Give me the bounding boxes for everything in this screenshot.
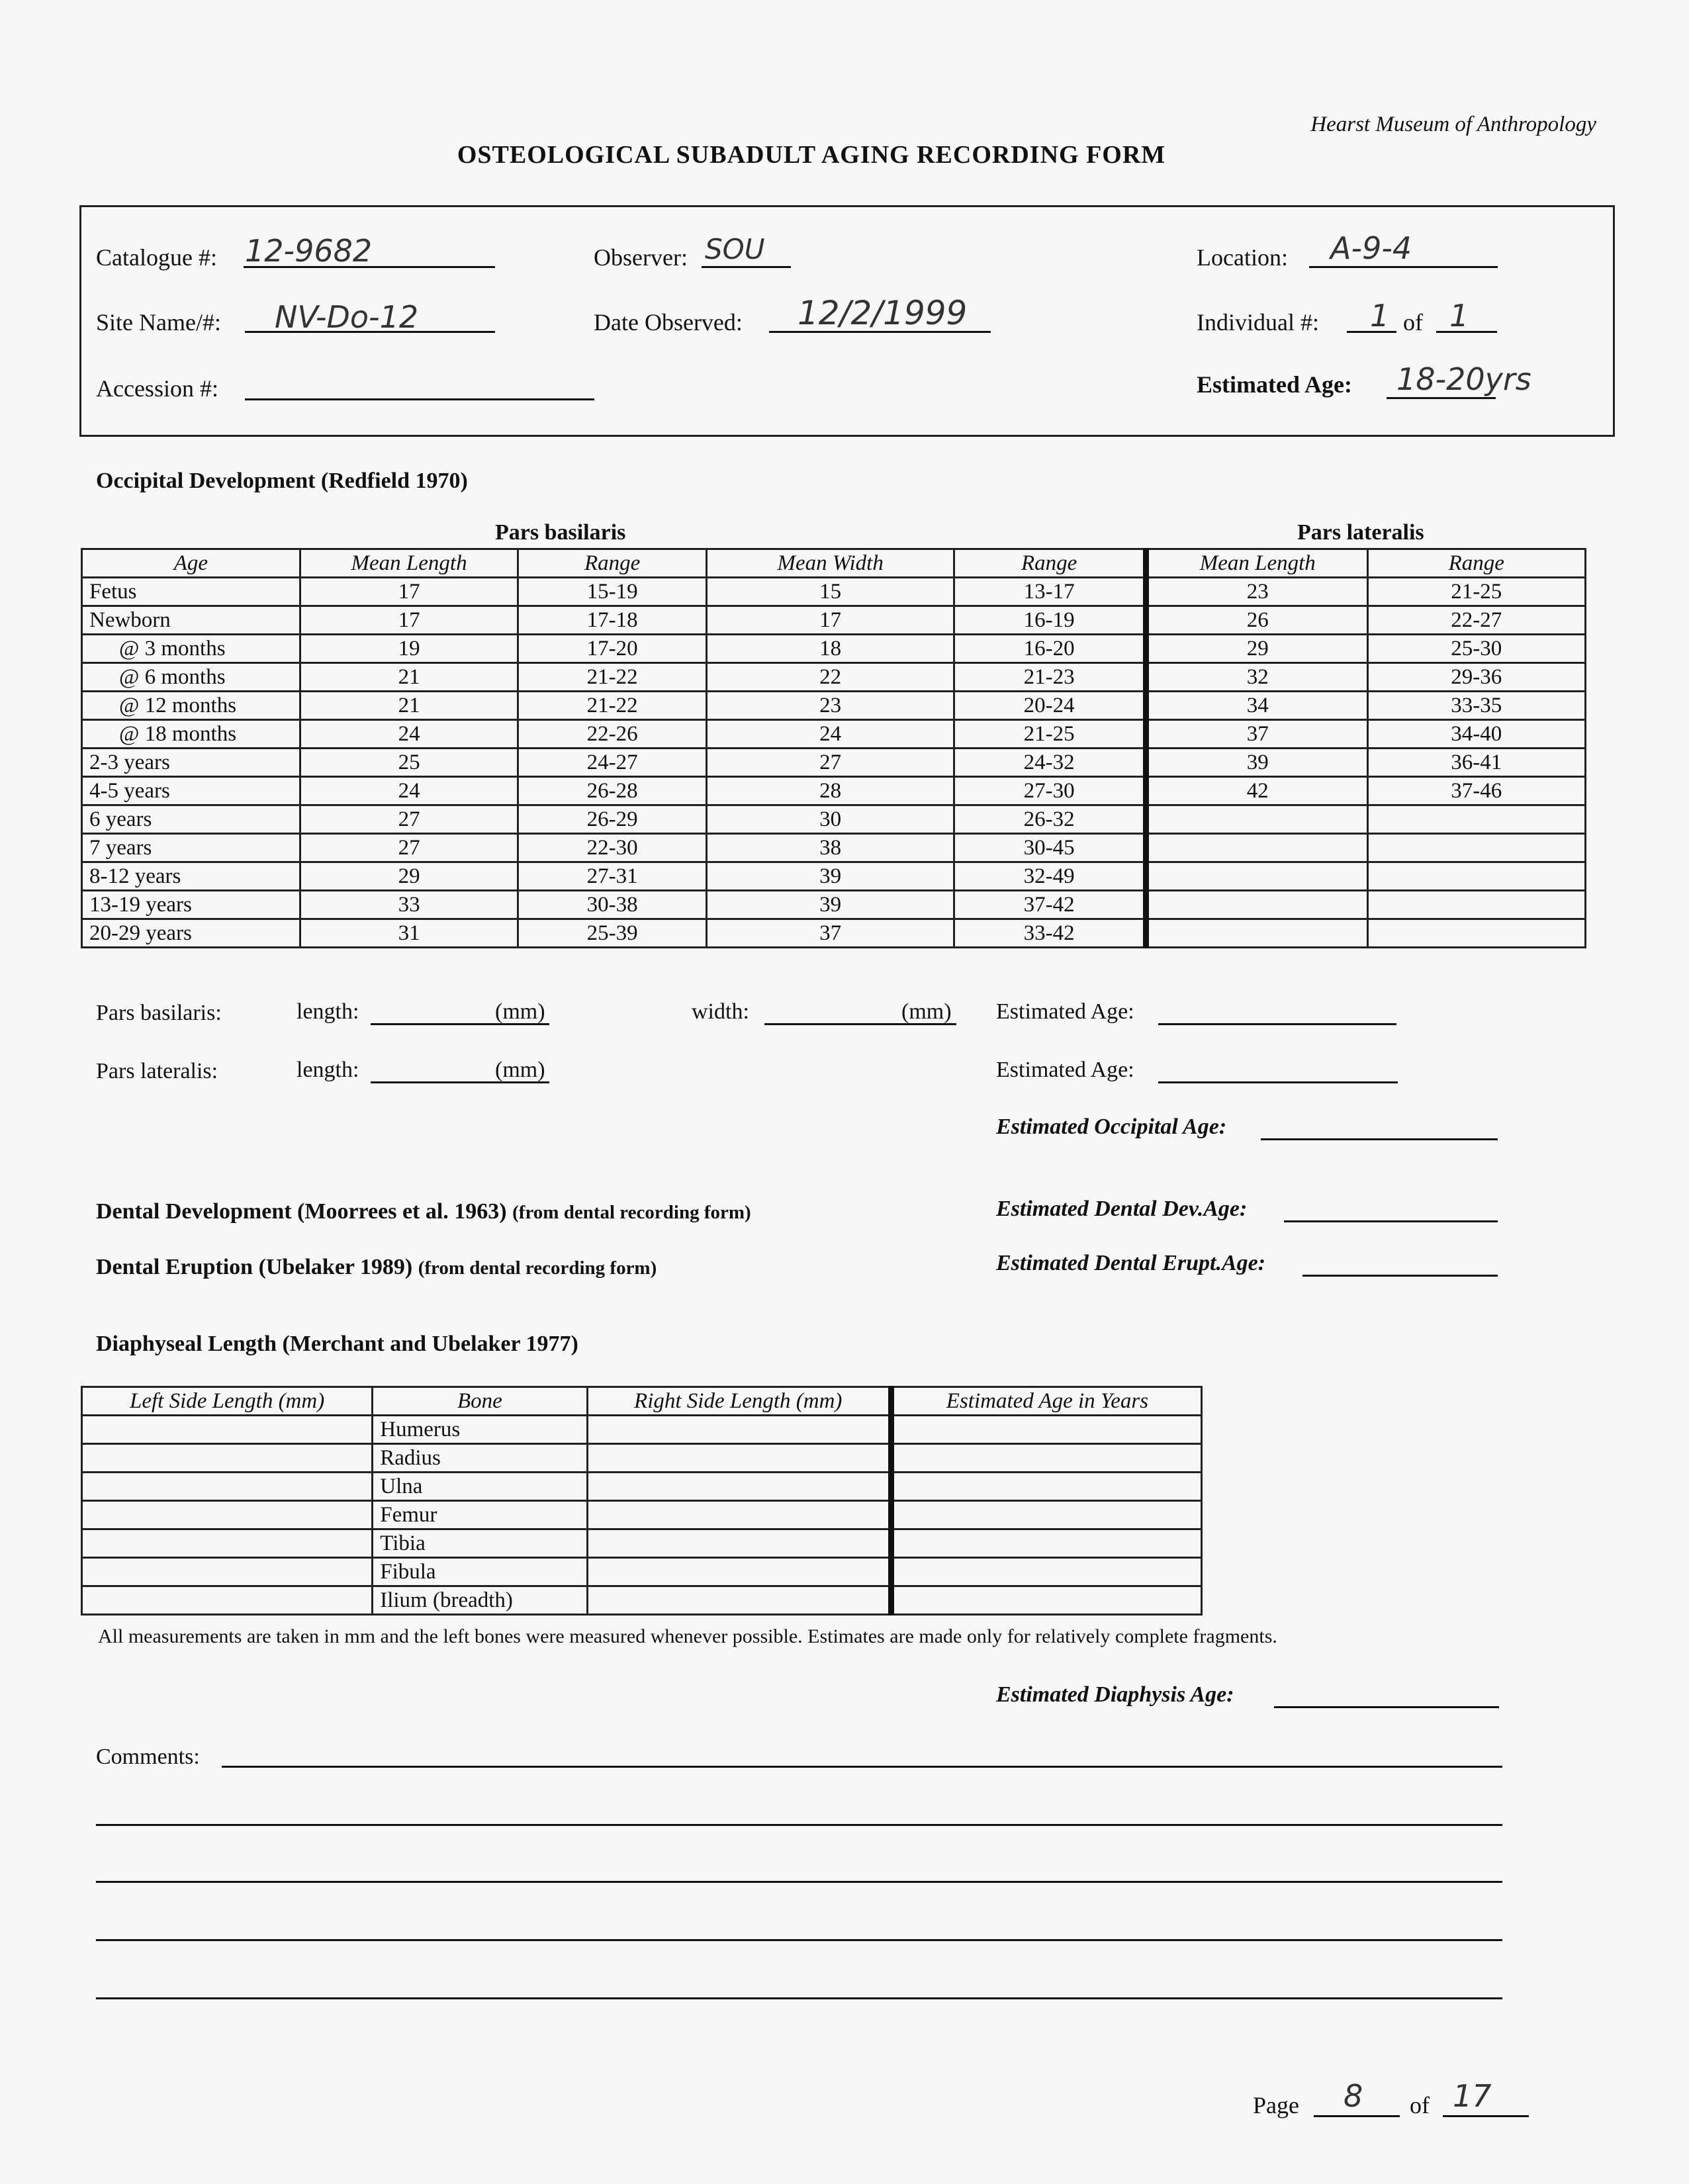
pars-basilaris-heading: Pars basilaris (495, 520, 626, 545)
value-cell: 30 (706, 805, 954, 834)
right-length-cell[interactable] (587, 1529, 891, 1558)
diaphyseal-table (81, 1386, 1203, 1615)
value-cell (1146, 862, 1367, 891)
value-cell: 32-49 (954, 862, 1146, 891)
value-cell: 24-27 (518, 749, 707, 777)
bone-cell: Humerus (373, 1416, 587, 1444)
age-cell: 7 years (82, 834, 300, 862)
value-cell (1367, 834, 1585, 862)
occipital-row (82, 749, 1586, 777)
left-length-cell[interactable] (82, 1444, 373, 1473)
site-label: Site Name/#: (96, 309, 221, 336)
occipital-row (82, 692, 1586, 720)
value-cell: 23 (706, 692, 954, 720)
comments-line-1[interactable] (222, 1766, 1502, 1768)
value-cell: 22-26 (518, 720, 707, 749)
age-cell: @ 18 months (82, 720, 300, 749)
age-cell: 4-5 years (82, 777, 300, 805)
dental-erupt-age-label: Estimated Dental Erupt.Age: (996, 1251, 1266, 1275)
individual-total[interactable]: 1 (1449, 298, 1469, 334)
value-cell: 27 (706, 749, 954, 777)
col-lateral-mean-length: Mean Length (1146, 549, 1367, 578)
occipital-row (82, 663, 1586, 692)
date-label: Date Observed: (594, 309, 743, 336)
catalogue-line (244, 266, 495, 268)
dental-erupt-heading (96, 1255, 657, 1280)
occipital-row (82, 606, 1586, 635)
dental-dev-age-label: Estimated Dental Dev.Age: (996, 1197, 1248, 1221)
value-cell: 30-45 (954, 834, 1146, 862)
value-cell: 24 (300, 720, 518, 749)
age-cell: 20-29 years (82, 919, 300, 948)
value-cell: 27 (300, 834, 518, 862)
value-cell: 21-22 (518, 663, 707, 692)
value-cell: 25 (300, 749, 518, 777)
value-cell: 37 (1146, 720, 1367, 749)
left-length-cell[interactable] (82, 1529, 373, 1558)
diaphyseal-row (82, 1501, 1202, 1529)
estimated-age-cell[interactable] (891, 1444, 1201, 1473)
dental-erupt-title: Dental Eruption (Ubelaker 1989) (96, 1255, 413, 1279)
est-diaphysis-age-field[interactable] (1274, 1706, 1499, 1708)
individual-of: of (1403, 309, 1423, 336)
diaphyseal-heading: Diaphyseal Length (Merchant and Ubelaker 1977) (96, 1332, 578, 1356)
value-cell: 37-46 (1367, 777, 1585, 805)
museum-name: Hearst Museum of Anthropology (1310, 113, 1596, 136)
basilaris-length-unit: (mm) (495, 999, 545, 1024)
location-label: Location: (1197, 244, 1288, 271)
estimated-age-cell[interactable] (891, 1501, 1201, 1529)
estimated-age-cell[interactable] (891, 1416, 1201, 1444)
comments-line-5[interactable] (96, 1997, 1502, 1999)
estimated-age-label: Estimated Age: (1197, 371, 1352, 398)
value-cell: 18 (706, 635, 954, 663)
value-cell: 15 (706, 578, 954, 606)
value-cell: 39 (706, 862, 954, 891)
value-cell (1146, 919, 1367, 948)
lateralis-length-label: length: (297, 1058, 359, 1082)
individual-total-line (1436, 331, 1497, 333)
age-cell: 6 years (82, 805, 300, 834)
occipital-row (82, 834, 1586, 862)
left-length-cell[interactable] (82, 1586, 373, 1615)
basilaris-measure-label: Pars basilaris: (96, 1001, 222, 1025)
value-cell: 31 (300, 919, 518, 948)
lateralis-est-age-label: Estimated Age: (996, 1058, 1134, 1082)
value-cell: 25-30 (1367, 635, 1585, 663)
right-length-cell[interactable] (587, 1473, 891, 1501)
value-cell: 15-19 (518, 578, 707, 606)
occipital-row (82, 720, 1586, 749)
individual-label: Individual #: (1197, 309, 1319, 336)
col-mean-width: Mean Width (706, 549, 954, 578)
left-length-cell[interactable] (82, 1558, 373, 1586)
comments-line-2[interactable] (96, 1824, 1502, 1826)
accession-line (245, 398, 594, 400)
observer-label: Observer: (594, 244, 688, 271)
page-number[interactable]: 8 (1344, 2078, 1363, 2114)
occipital-table (81, 548, 1586, 948)
value-cell: 17-18 (518, 606, 707, 635)
observer-line (702, 266, 791, 268)
location-line (1309, 266, 1498, 268)
location-value[interactable]: A-9-4 (1330, 230, 1412, 266)
value-cell: 30-38 (518, 891, 707, 919)
diaphyseal-row (82, 1473, 1202, 1501)
value-cell: 36-41 (1367, 749, 1585, 777)
value-cell (1146, 834, 1367, 862)
value-cell (1367, 862, 1585, 891)
bone-cell: Ilium (breadth) (373, 1586, 587, 1615)
diaphyseal-row (82, 1444, 1202, 1473)
left-length-cell[interactable] (82, 1416, 373, 1444)
left-length-cell[interactable] (82, 1501, 373, 1529)
est-diaphysis-age-label: Estimated Diaphysis Age: (996, 1682, 1234, 1707)
value-cell (1146, 805, 1367, 834)
value-cell: 27 (300, 805, 518, 834)
occipital-row (82, 578, 1586, 606)
value-cell: 13-17 (954, 578, 1146, 606)
lateralis-est-age-field[interactable] (1158, 1081, 1398, 1083)
value-cell: 39 (1146, 749, 1367, 777)
estimated-age-cell[interactable] (891, 1558, 1201, 1586)
diaphyseal-row (82, 1558, 1202, 1586)
value-cell: 42 (1146, 777, 1367, 805)
occipital-row (82, 919, 1586, 948)
site-line (245, 331, 495, 333)
occipital-heading: Occipital Development (Redfield 1970) (96, 469, 468, 493)
diaphyseal-row (82, 1416, 1202, 1444)
right-length-cell[interactable] (587, 1444, 891, 1473)
col-mean-length: Mean Length (300, 549, 518, 578)
col-age: Age (82, 549, 300, 578)
value-cell: 28 (706, 777, 954, 805)
occipital-header-row (82, 549, 1586, 578)
page-label: Page (1253, 2092, 1299, 2118)
value-cell: 26-28 (518, 777, 707, 805)
value-cell: 24 (300, 777, 518, 805)
col-bone: Bone (373, 1387, 587, 1416)
page-total[interactable]: 17 (1453, 2078, 1492, 2114)
value-cell: 37-42 (954, 891, 1146, 919)
age-cell: @ 6 months (82, 663, 300, 692)
occipital-row (82, 891, 1586, 919)
page-of-label: of (1410, 2092, 1430, 2118)
right-length-cell[interactable] (587, 1501, 891, 1529)
bone-cell: Fibula (373, 1558, 587, 1586)
value-cell: 32 (1146, 663, 1367, 692)
lateralis-length-unit: (mm) (495, 1058, 545, 1082)
age-cell: 2-3 years (82, 749, 300, 777)
catalogue-label: Catalogue #: (96, 244, 217, 271)
value-cell: 22 (706, 663, 954, 692)
date-value[interactable]: 12/2/1999 (798, 294, 968, 332)
dental-erupt-note: (from dental recording form) (418, 1257, 657, 1279)
value-cell (1367, 805, 1585, 834)
occipital-row (82, 777, 1586, 805)
left-length-cell[interactable] (82, 1473, 373, 1501)
comments-line-4[interactable] (96, 1939, 1502, 1941)
bone-cell: Tibia (373, 1529, 587, 1558)
age-cell: @ 12 months (82, 692, 300, 720)
value-cell: 21 (300, 663, 518, 692)
age-cell: 8-12 years (82, 862, 300, 891)
value-cell: 33-35 (1367, 692, 1585, 720)
value-cell: 17 (706, 606, 954, 635)
right-length-cell[interactable] (587, 1558, 891, 1586)
est-occipital-age-label: Estimated Occipital Age: (996, 1115, 1227, 1139)
dental-dev-heading (96, 1199, 751, 1224)
value-cell: 22-27 (1367, 606, 1585, 635)
value-cell: 33-42 (954, 919, 1146, 948)
dental-dev-note: (from dental recording form) (512, 1202, 751, 1223)
age-cell: Fetus (82, 578, 300, 606)
date-line (769, 331, 991, 333)
page-number-line (1314, 2115, 1400, 2117)
value-cell: 21-22 (518, 692, 707, 720)
catalogue-value[interactable]: 12-9682 (245, 233, 373, 269)
value-cell: 20-24 (954, 692, 1146, 720)
comments-line-3[interactable] (96, 1881, 1502, 1883)
value-cell (1367, 919, 1585, 948)
value-cell (1367, 891, 1585, 919)
col-left-length: Left Side Length (mm) (82, 1387, 373, 1416)
col-estimated-age: Estimated Age in Years (891, 1387, 1201, 1416)
value-cell: 26-29 (518, 805, 707, 834)
estimated-age-cell[interactable] (891, 1586, 1201, 1615)
value-cell: 27-30 (954, 777, 1146, 805)
value-cell (1146, 891, 1367, 919)
value-cell: 19 (300, 635, 518, 663)
estimated-age-line (1387, 397, 1496, 399)
value-cell: 21-23 (954, 663, 1146, 692)
bone-cell: Ulna (373, 1473, 587, 1501)
col-range: Range (518, 549, 707, 578)
value-cell: 16-19 (954, 606, 1146, 635)
value-cell: 29-36 (1367, 663, 1585, 692)
value-cell: 27-31 (518, 862, 707, 891)
right-length-cell[interactable] (587, 1416, 891, 1444)
value-cell: 16-20 (954, 635, 1146, 663)
value-cell: 24 (706, 720, 954, 749)
col-range: Range (954, 549, 1146, 578)
value-cell: 34-40 (1367, 720, 1585, 749)
col-right-length: Right Side Length (mm) (587, 1387, 891, 1416)
basilaris-est-age-label: Estimated Age: (996, 999, 1134, 1024)
page-total-line (1443, 2115, 1529, 2117)
bone-cell: Radius (373, 1444, 587, 1473)
age-cell: @ 3 months (82, 635, 300, 663)
value-cell: 29 (300, 862, 518, 891)
value-cell: 17 (300, 606, 518, 635)
individual-value[interactable]: 1 (1370, 298, 1390, 334)
value-cell: 23 (1146, 578, 1367, 606)
dental-erupt-age-field[interactable] (1302, 1275, 1498, 1277)
occipital-row (82, 862, 1586, 891)
value-cell: 17 (300, 578, 518, 606)
value-cell: 37 (706, 919, 954, 948)
site-value[interactable]: NV-Do-12 (275, 299, 419, 335)
diaphyseal-header-row (82, 1387, 1202, 1416)
value-cell: 38 (706, 834, 954, 862)
basilaris-est-age-field[interactable] (1158, 1023, 1396, 1025)
value-cell: 17-20 (518, 635, 707, 663)
right-length-cell[interactable] (587, 1586, 891, 1615)
individual-line (1347, 331, 1396, 333)
bone-cell: Femur (373, 1501, 587, 1529)
accession-label: Accession #: (96, 375, 218, 402)
estimated-age-cell[interactable] (891, 1529, 1201, 1558)
observer-value[interactable]: SOU (705, 233, 765, 265)
value-cell: 34 (1146, 692, 1367, 720)
value-cell: 21-25 (1367, 578, 1585, 606)
age-cell: Newborn (82, 606, 300, 635)
value-cell: 26 (1146, 606, 1367, 635)
form-title: OSTEOLOGICAL SUBADULT AGING RECORDING FORM (457, 141, 1166, 169)
age-cell: 13-19 years (82, 891, 300, 919)
value-cell: 21 (300, 692, 518, 720)
basilaris-width-unit: (mm) (901, 999, 952, 1024)
value-cell: 29 (1146, 635, 1367, 663)
dental-dev-title: Dental Development (Moorrees et al. 1963) (96, 1199, 507, 1224)
occipital-row (82, 635, 1586, 663)
col-lateral-range: Range (1367, 549, 1585, 578)
basilaris-width-label: width: (692, 999, 749, 1024)
measurement-note: All measurements are taken in mm and the left bones were measured whenever possible. Estimates are made only for relatively complete fragments. (98, 1625, 1277, 1647)
dental-dev-age-field[interactable] (1284, 1220, 1498, 1222)
value-cell: 39 (706, 891, 954, 919)
value-cell: 22-30 (518, 834, 707, 862)
value-cell: 21-25 (954, 720, 1146, 749)
value-cell: 33 (300, 891, 518, 919)
diaphyseal-row (82, 1586, 1202, 1615)
basilaris-length-label: length: (297, 999, 359, 1024)
lateralis-measure-label: Pars lateralis: (96, 1059, 218, 1083)
comments-label: Comments: (96, 1745, 200, 1769)
value-cell: 26-32 (954, 805, 1146, 834)
value-cell: 25-39 (518, 919, 707, 948)
est-occipital-age-field[interactable] (1261, 1138, 1498, 1140)
estimated-age-value[interactable]: 18-20yrs (1396, 361, 1531, 397)
pars-lateralis-heading: Pars lateralis (1297, 520, 1424, 545)
diaphyseal-row (82, 1529, 1202, 1558)
estimated-age-cell[interactable] (891, 1473, 1201, 1501)
value-cell: 24-32 (954, 749, 1146, 777)
occipital-row (82, 805, 1586, 834)
